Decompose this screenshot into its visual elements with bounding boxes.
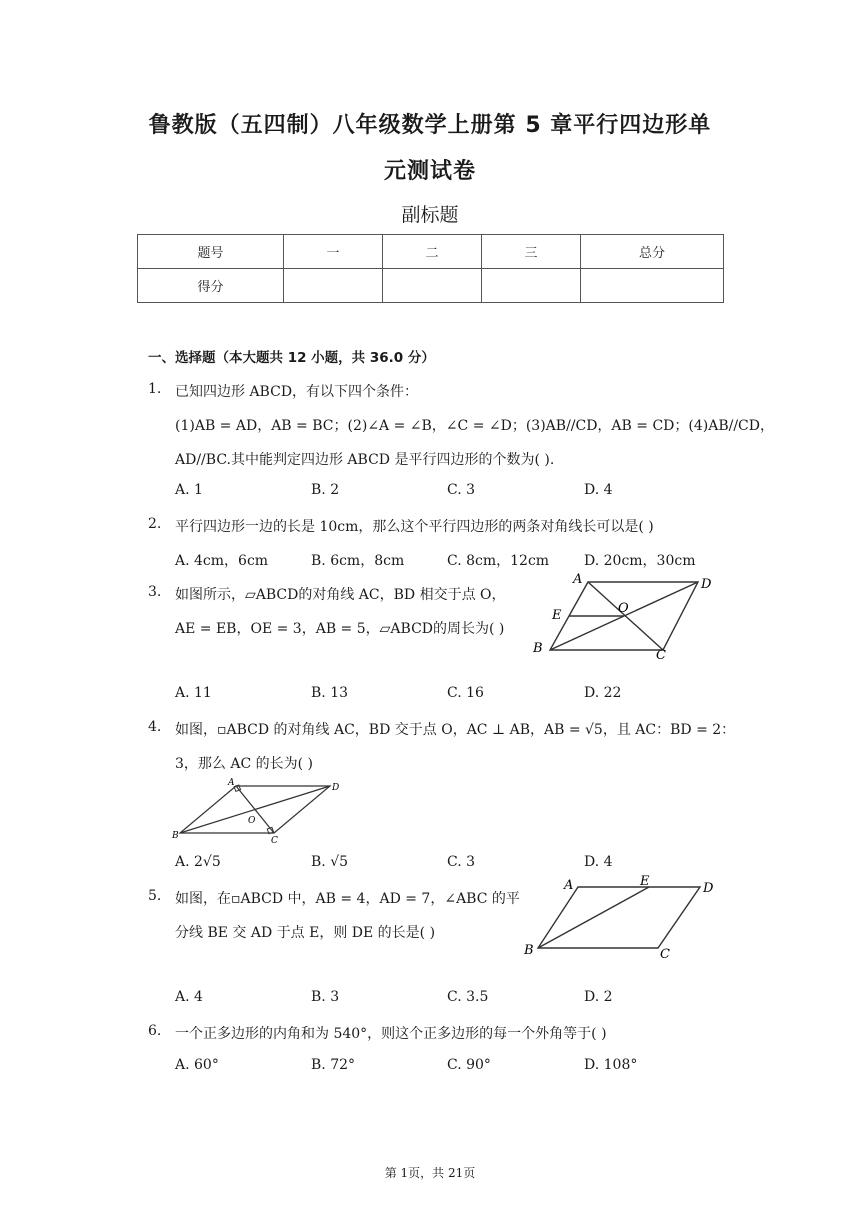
- option-a: A. 1: [175, 482, 203, 498]
- option-d: D. 22: [584, 685, 622, 701]
- page-title-line1: 鲁教版（五四制）八年级数学上册第 5 章平行四边形单: [148, 113, 712, 138]
- figure-label-d: D: [703, 881, 714, 896]
- figure-label-a: A: [228, 778, 235, 788]
- option-b: B. 3: [311, 989, 340, 1005]
- question-text-line: AD//BC.其中能判定四边形 ABCD 是平行四边形的个数为( ).: [175, 452, 555, 468]
- question-number: 6.: [148, 1023, 162, 1039]
- question-text-line: 一个正多边形的内角和为 540°，则这个正多边形的每一个外角等于( ): [175, 1026, 607, 1042]
- option-c: C. 8cm，12cm: [447, 553, 550, 569]
- option-b: B. 13: [311, 685, 349, 701]
- score-cell: 二: [383, 235, 482, 269]
- parallelogram-figure-q4: [170, 775, 350, 845]
- option-a: A. 4cm，6cm: [175, 553, 269, 569]
- figure-label-d: D: [701, 577, 712, 592]
- figure-label-a: A: [564, 878, 574, 893]
- figure-label-b: B: [524, 943, 534, 958]
- score-cell: [482, 269, 581, 303]
- option-b: B. √5: [311, 854, 349, 870]
- score-cell: 三: [482, 235, 581, 269]
- option-c: C. 3: [447, 854, 476, 870]
- score-cell: 一: [284, 235, 383, 269]
- question-text-line: 如图，▫ABCD 的对角线 AC，BD 交于点 O，AC ⊥ AB，AB = √5，且 AC：BD = 2：: [175, 722, 736, 738]
- option-a: A. 11: [175, 685, 212, 701]
- figure-label-o: O: [618, 601, 629, 616]
- score-cell: 总分: [581, 235, 724, 269]
- figure-label-c: C: [656, 648, 666, 662]
- score-table: [137, 234, 724, 303]
- question-text-line: 分线 BE 交 AD 于点 E，则 DE 的长是( ): [175, 925, 436, 941]
- question-number: 3.: [148, 584, 162, 600]
- figure-label-b: B: [172, 831, 179, 841]
- option-a: A. 60°: [175, 1057, 219, 1073]
- option-d: D. 20cm，30cm: [584, 553, 696, 569]
- question-text-line: (1)AB = AD，AB = BC；(2)∠A = ∠B，∠C = ∠D；(3)AB//CD，AB = CD；(4)AB//CD，: [175, 418, 774, 434]
- score-cell: 得分: [138, 269, 284, 303]
- figure-label-c: C: [660, 947, 670, 962]
- figure-label-a: A: [573, 572, 583, 587]
- option-d: D. 4: [584, 854, 613, 870]
- score-cell: 题号: [138, 235, 284, 269]
- question-text-line: 如图所示，▱ABCD的对角线 AC，BD 相交于点 O，: [175, 587, 506, 603]
- question-text-line: 如图，在▫ABCD 中，AB = 4，AD = 7，∠ABC 的平: [175, 891, 520, 907]
- option-a: A. 2√5: [175, 854, 221, 870]
- question-text-line: 平行四边形一边的长是 10cm，那么这个平行四边形的两条对角线长可以是( ): [175, 519, 654, 535]
- option-c: C. 90°: [447, 1057, 491, 1073]
- option-c: C. 3: [447, 482, 476, 498]
- figure-label-b: B: [533, 641, 543, 656]
- score-table-header-row: [138, 235, 724, 269]
- option-b: B. 6cm，8cm: [311, 553, 405, 569]
- option-d: D. 4: [584, 482, 613, 498]
- page-footer: 第 1页，共 21页: [384, 1166, 476, 1180]
- score-cell: [383, 269, 482, 303]
- score-cell: [284, 269, 383, 303]
- option-c: C. 16: [447, 685, 484, 701]
- option-b: B. 2: [311, 482, 340, 498]
- parallelogram-figure-q5: [518, 874, 723, 964]
- figure-label-e: E: [552, 608, 562, 623]
- page-title-line2: 元测试卷: [383, 159, 476, 184]
- question-number: 4.: [148, 719, 162, 735]
- question-number: 2.: [148, 516, 162, 532]
- parallelogram-figure-q3: [528, 572, 718, 662]
- question-number: 5.: [148, 888, 162, 904]
- page-subtitle: 副标题: [401, 204, 459, 226]
- section-heading: 一、选择题（本大题共 12 小题，共 36.0 分）: [148, 350, 435, 366]
- option-d: D. 2: [584, 989, 613, 1005]
- figure-label-e: E: [640, 874, 650, 889]
- question-number: 1.: [148, 381, 162, 397]
- figure-label-d: D: [332, 783, 340, 793]
- score-table-score-row: [138, 269, 724, 303]
- question-text-line: 3，那么 AC 的长为( ): [175, 756, 314, 772]
- figure-label-o: O: [248, 816, 256, 826]
- question-text-line: 已知四边形 ABCD，有以下四个条件：: [175, 384, 419, 400]
- option-c: C. 3.5: [447, 989, 489, 1005]
- option-b: B. 72°: [311, 1057, 356, 1073]
- figure-label-c: C: [271, 836, 278, 845]
- score-cell: [581, 269, 724, 303]
- question-text-line: AE = EB，OE = 3，AB = 5，▱ABCD的周长为( ): [175, 621, 505, 637]
- option-d: D. 108°: [584, 1057, 638, 1073]
- option-a: A. 4: [175, 989, 203, 1005]
